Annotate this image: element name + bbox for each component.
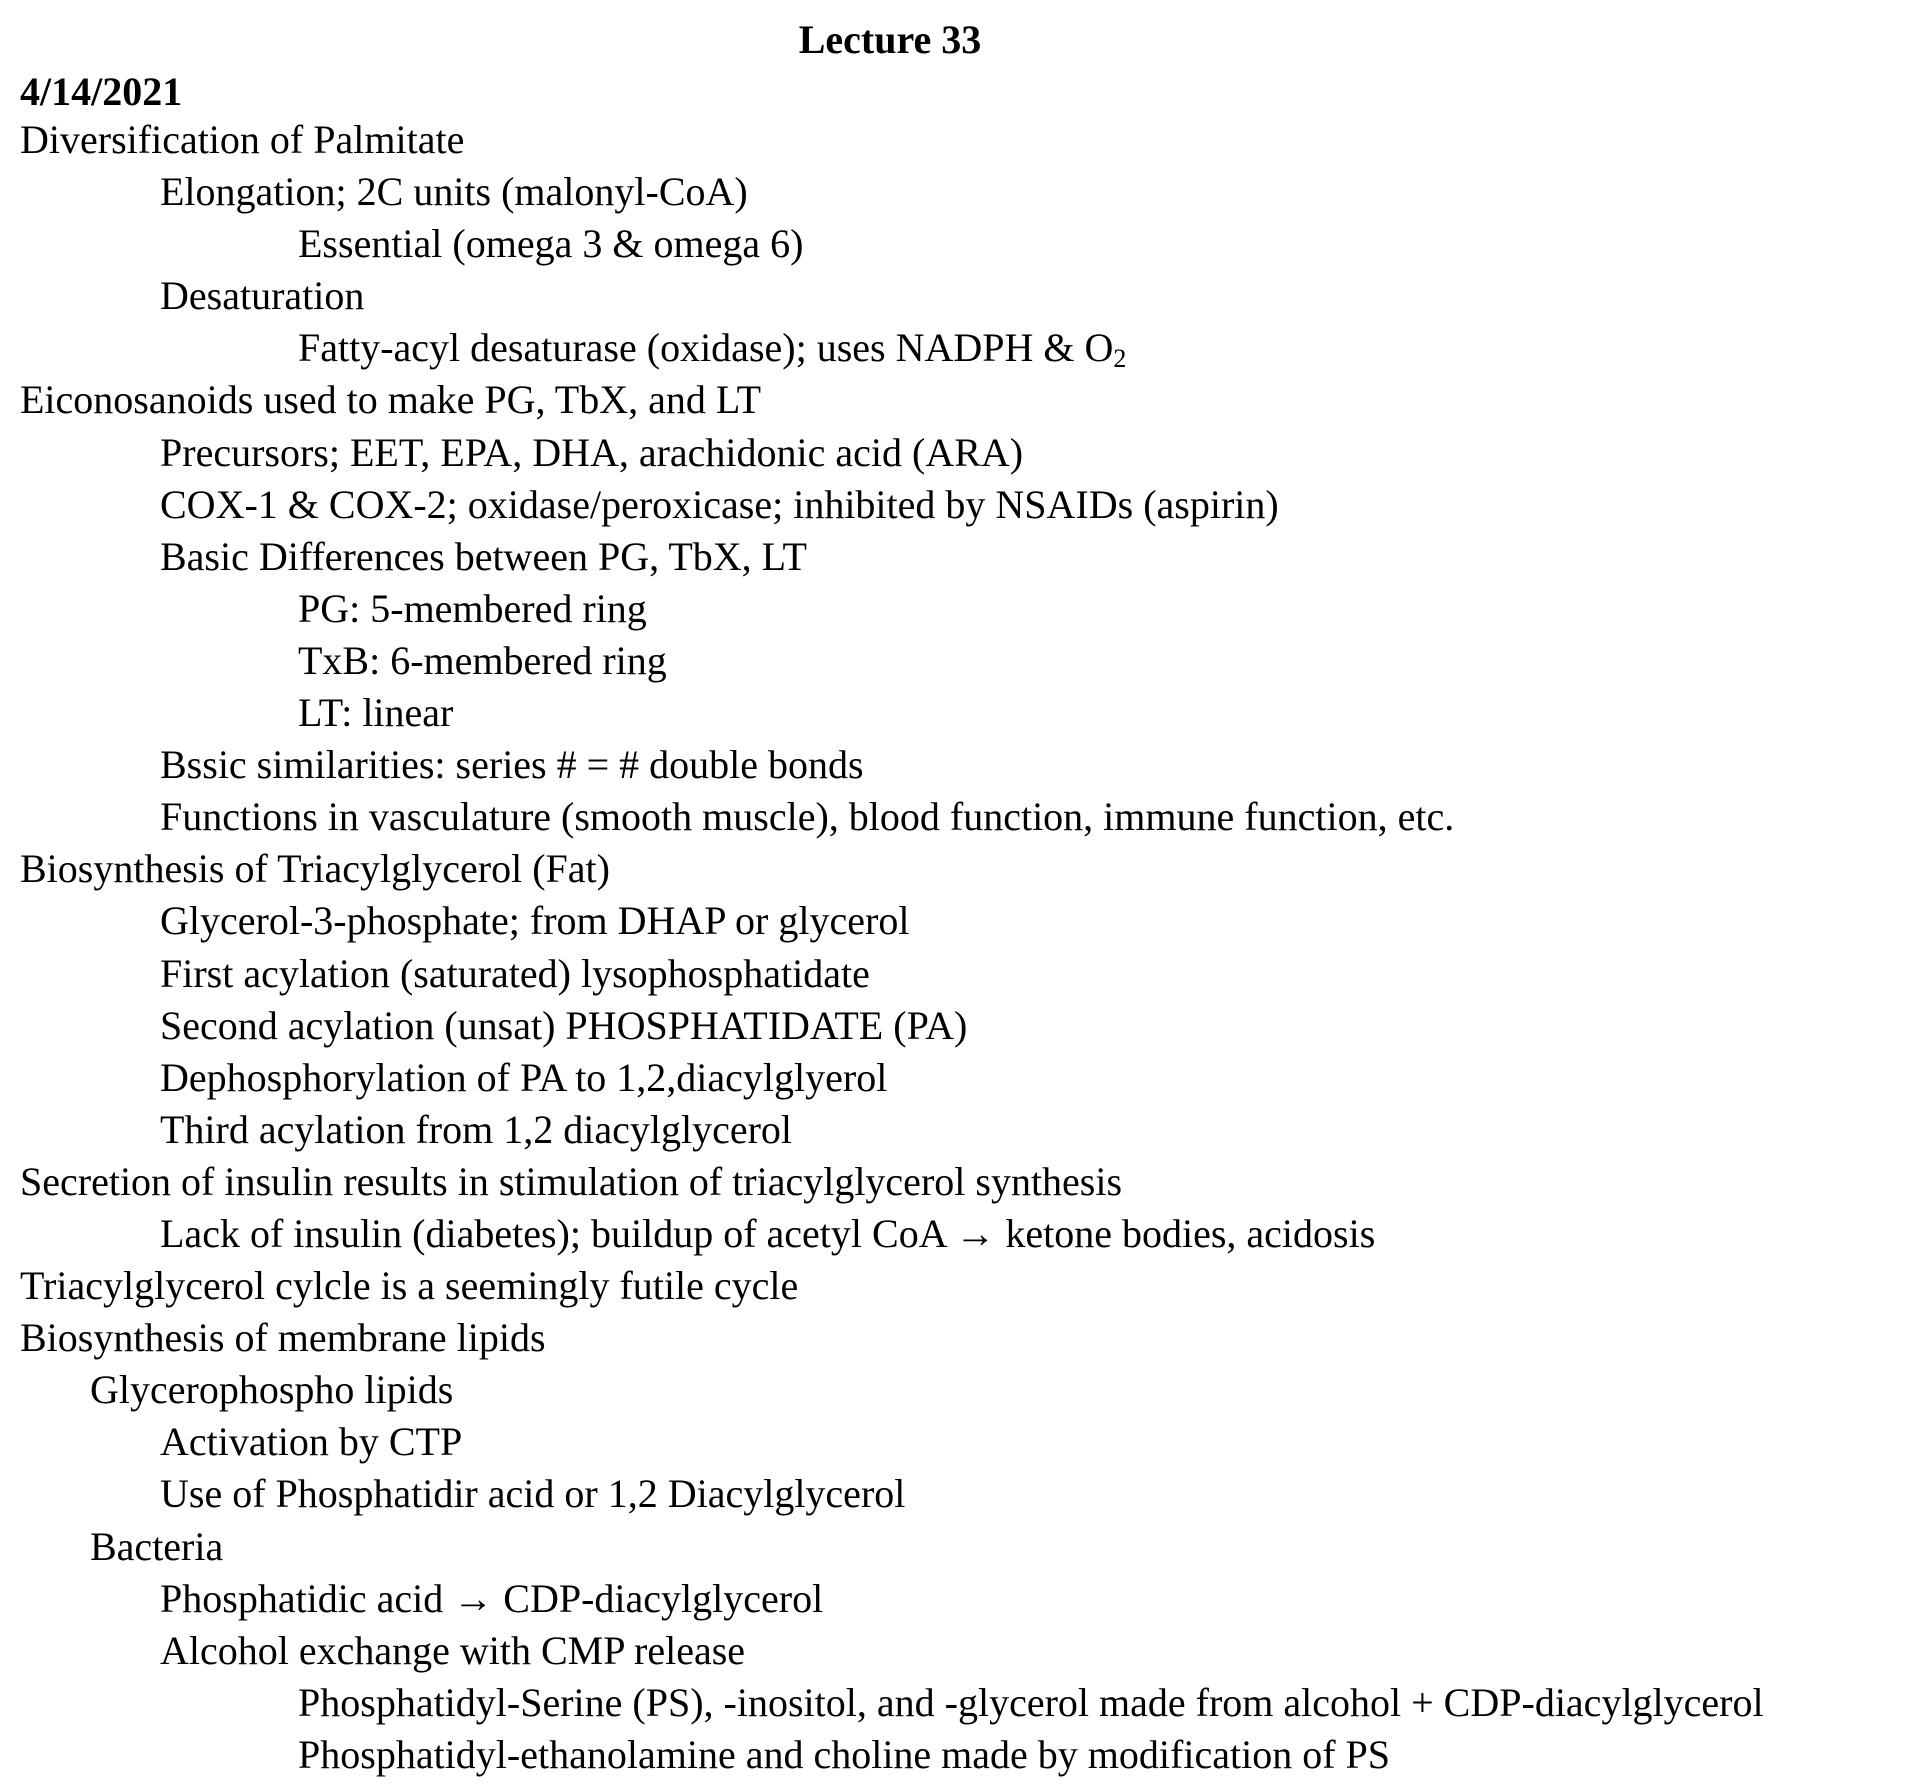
subscript: 2 bbox=[1113, 344, 1127, 374]
outline-line bbox=[0, 1208, 1764, 1260]
outline-line-text: Secretion of insulin results in stimulation of triacylglycerol synthesis bbox=[20, 1158, 1123, 1204]
outline-line-text: Activation by CTP bbox=[160, 1419, 463, 1465]
outline-line-text: Functions in vasculature (smooth muscle), blood function, immune function, etc. bbox=[160, 794, 1455, 840]
outline-line-text: COX-1 & COX-2; oxidase/peroxicase; inhibited by NSAIDs (aspirin) bbox=[160, 481, 1279, 527]
outline-line-text: Phosphatidyl-ethanolamine and choline made by modification of PS bbox=[298, 1731, 1391, 1777]
outline-line-text: First acylation (saturated) lysophosphatidate bbox=[160, 950, 870, 996]
outline-line bbox=[0, 1625, 1764, 1677]
notes-outline bbox=[0, 114, 1764, 1781]
outline-line bbox=[0, 1573, 1764, 1625]
page-title: Lecture 33 bbox=[798, 17, 982, 62]
outline-line-text: Third acylation from 1,2 diacylglycerol bbox=[160, 1106, 793, 1152]
outline-line-text: Biosynthesis of Triacylglycerol (Fat) bbox=[20, 846, 610, 892]
outline-line-text: Biosynthesis of membrane lipids bbox=[20, 1315, 546, 1361]
outline-line bbox=[0, 1677, 1764, 1729]
outline-line-text: Alcohol exchange with CMP release bbox=[160, 1627, 746, 1673]
outline-line-text: Diversification of Palmitate bbox=[20, 117, 465, 162]
outline-line bbox=[0, 322, 1764, 374]
outline-line bbox=[0, 114, 1764, 166]
outline-line bbox=[0, 531, 1764, 583]
outline-line bbox=[0, 635, 1764, 687]
outline-line bbox=[0, 1312, 1764, 1364]
outline-line bbox=[0, 218, 1764, 270]
outline-line bbox=[0, 843, 1764, 895]
outline-line bbox=[0, 1364, 1764, 1416]
outline-line bbox=[0, 1000, 1764, 1052]
outline-line-text: TxB: 6-membered ring bbox=[298, 637, 667, 683]
outline-line bbox=[0, 1104, 1764, 1156]
outline-line-text: Phosphatidic acid → CDP-diacylglycerol bbox=[160, 1575, 824, 1621]
outline-line-text: Glycerophospho lipids bbox=[90, 1367, 454, 1413]
outline-line bbox=[0, 1729, 1764, 1781]
outline-line-text: Bssic similarities: series # = # double bonds bbox=[160, 742, 864, 788]
outline-line-text: Dephosphorylation of PA to 1,2,diacylglyerol bbox=[160, 1054, 888, 1100]
outline-line bbox=[0, 1521, 1764, 1573]
outline-line bbox=[0, 1468, 1764, 1520]
outline-line bbox=[0, 895, 1764, 947]
outline-line bbox=[0, 1416, 1764, 1468]
outline-line bbox=[0, 1052, 1764, 1104]
outline-line bbox=[0, 791, 1764, 843]
outline-line-text: Basic Differences between PG, TbX, LT bbox=[160, 533, 807, 579]
outline-line-text: Essential (omega 3 & omega 6) bbox=[298, 221, 804, 267]
outline-line bbox=[0, 270, 1764, 322]
outline-line-text: Desaturation bbox=[160, 273, 365, 319]
outline-line bbox=[0, 479, 1764, 531]
outline-line-text: PG: 5-membered ring bbox=[298, 585, 647, 631]
outline-line-text: Glycerol-3-phosphate; from DHAP or glycerol bbox=[160, 898, 910, 944]
outline-line-text: Fatty-acyl desaturase (oxidase); uses NADPH & O bbox=[298, 325, 1114, 371]
outline-line-text: Triacylglycerol cylcle is a seemingly futile cycle bbox=[20, 1263, 799, 1309]
outline-line bbox=[0, 427, 1764, 479]
outline-line bbox=[0, 166, 1764, 218]
outline-line bbox=[0, 374, 1764, 426]
outline-line bbox=[0, 948, 1764, 1000]
lecture-date: 4/14/2021 bbox=[20, 69, 183, 114]
outline-line-text: Precursors; EET, EPA, DHA, arachidonic acid (ARA) bbox=[160, 429, 1024, 475]
outline-line bbox=[0, 687, 1764, 739]
outline-line bbox=[0, 1156, 1764, 1208]
outline-line-text: Eiconosanoids used to make PG, TbX, and LT bbox=[20, 377, 762, 423]
outline-line-text: Second acylation (unsat) PHOSPHATIDATE (PA) bbox=[160, 1002, 968, 1048]
outline-line bbox=[0, 739, 1764, 791]
outline-line bbox=[0, 583, 1764, 635]
outline-line-text: LT: linear bbox=[298, 690, 454, 736]
outline-line bbox=[0, 1260, 1764, 1312]
outline-line-text: Lack of insulin (diabetes); buildup of acetyl CoA → ketone bodies, acidosis bbox=[160, 1210, 1376, 1256]
outline-line-text: Elongation; 2C units (malonyl-CoA) bbox=[160, 169, 748, 215]
outline-line-text: Phosphatidyl-Serine (PS), -inositol, and -glycerol made from alcohol + CDP-diacylglycerol bbox=[298, 1679, 1764, 1725]
outline-line-text: Bacteria bbox=[90, 1523, 224, 1569]
outline-line-text: Use of Phosphatidir acid or 1,2 Diacylglycerol bbox=[160, 1471, 906, 1517]
